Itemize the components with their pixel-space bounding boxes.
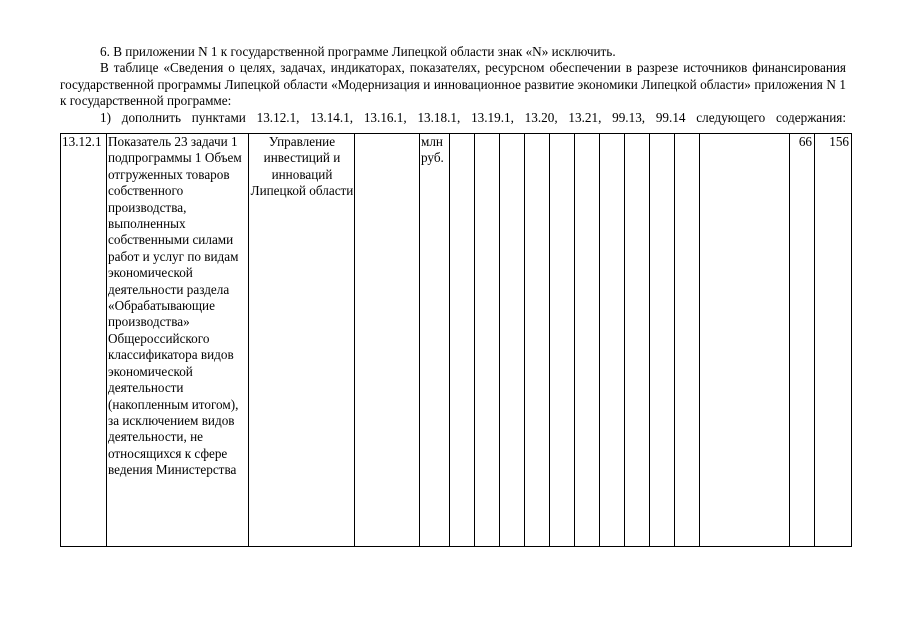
year-cell	[525, 134, 550, 547]
paragraph-item-6: 6. В приложении N 1 к государственной программе Липецкой области знак «N» исключить.	[100, 44, 616, 59]
paragraph-subitem-1: 1) дополнить пунктами 13.12.1, 13.14.1, 13.16.1, 13.18.1, 13.19.1, 13.20, 13.21, 99.13, 99.14 следующего содержания:	[100, 109, 846, 125]
source-cell	[355, 134, 420, 547]
year-cell	[500, 134, 525, 547]
value-cell-2: 156	[815, 134, 852, 547]
document-body	[60, 44, 846, 126]
executor-cell: Управление инвестиций и инноваций Липецкой области	[249, 134, 355, 547]
year-cell	[600, 134, 625, 547]
year-cell	[675, 134, 700, 547]
year-cell	[575, 134, 600, 547]
indicators-table	[60, 133, 852, 547]
indicator-name-cell: Показатель 23 задачи 1 подпрограммы 1 Объем отгруженных товаров собственного производства, выполненных собственными силами работ и услуг по видам экономической деятельности раздела «Обрабатывающие производства» Общероссийского классификатора видов экономической деятельности (накопленным итогом), за исключением видов деятельности, не относящихся к сфере ведения Министерства	[107, 134, 249, 547]
year-cell	[475, 134, 500, 547]
year-cell	[450, 134, 475, 547]
year-cell	[550, 134, 575, 547]
year-cell	[650, 134, 675, 547]
table-row	[61, 134, 852, 547]
unit-cell: млн руб.	[420, 134, 450, 547]
paragraph-table-intro: В таблице «Сведения о целях, задачах, индикаторах, показателях, ресурсном обеспечении в разрезе источников финансирования государственной программы Липецкой области «Модернизация и инновационное развитие экономики Липецкой области» приложения N 1 к государственной программе:	[60, 60, 846, 109]
year-cell	[625, 134, 650, 547]
year-cell	[700, 134, 790, 547]
value-cell-1: 66	[790, 134, 815, 547]
row-number-cell: 13.12.1	[61, 134, 107, 547]
